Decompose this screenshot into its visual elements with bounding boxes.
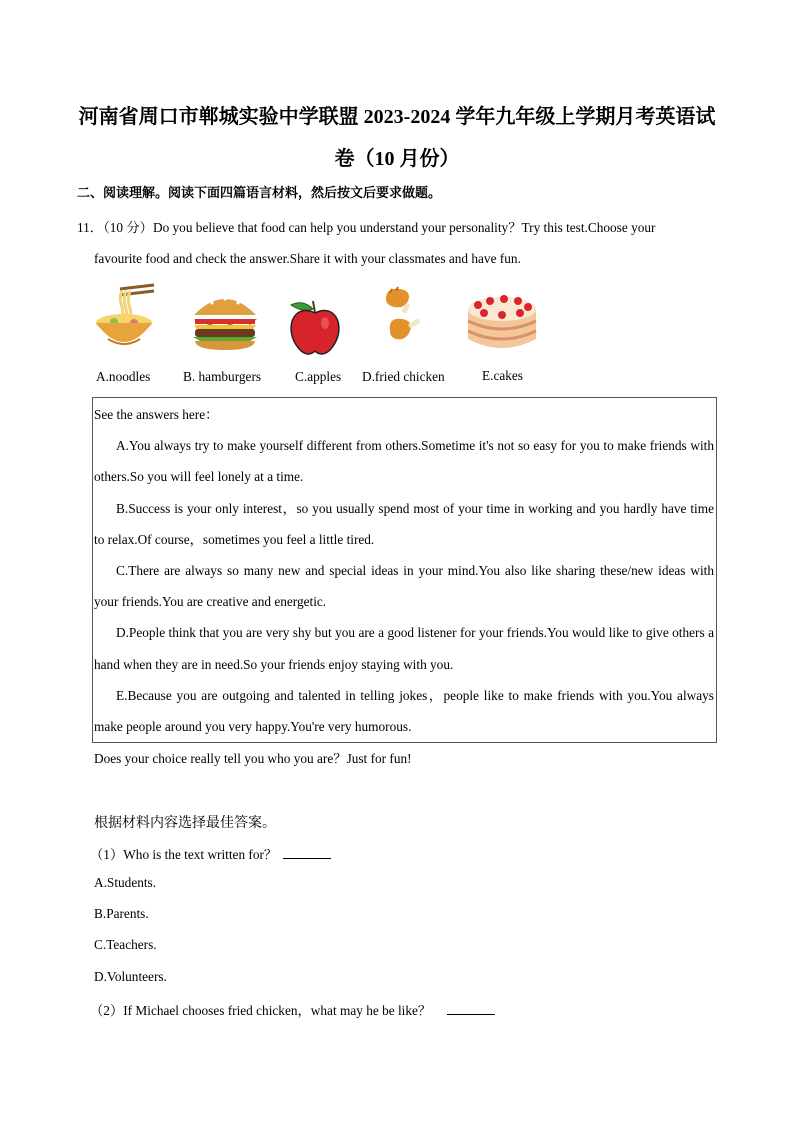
- answer-b: B.Success is your only interest，so you usually spend most of your time in working and you hardly have time to relax.Of course，sometimes you feel a little tired.: [94, 500, 714, 547]
- closing-line: Does your choice really tell you who you are？Just for fun!: [94, 751, 412, 766]
- answers-box: [92, 397, 717, 743]
- answer-e: E.Because you are outgoing and talented in telling jokes，people like to make friends with you.You always make people around you very happy.You're very humorous.: [94, 687, 714, 735]
- q1-option-a: A.Students.: [94, 875, 157, 890]
- food-label-hamburgers: B. hamburgers: [183, 369, 262, 384]
- question-1-text: （1）Who is the text written for？: [90, 847, 278, 862]
- answer-blank-1[interactable]: [283, 846, 331, 859]
- answers-heading: See the answers here：: [94, 407, 219, 422]
- question-intro-line1: 11．（10 分）Do you believe that food can help you understand your personality？Try this test.Choose your: [77, 220, 656, 235]
- page-title: 河南省周口市郸城实验中学联盟 2023-2024 学年九年级上学期月考英语试卷（10 月份）: [78, 106, 716, 170]
- answer-blank-2[interactable]: [447, 1002, 495, 1015]
- fried-chicken-icon: [380, 285, 424, 347]
- food-label-fried-chicken: D.fried chicken: [362, 369, 445, 384]
- food-choices: [90, 283, 560, 393]
- answer-c: C.There are always so many new and special ideas in your mind.You also like sharing these/new ideas with your friends.You are creative and energetic.: [94, 563, 714, 610]
- food-label-apples: C.apples: [295, 369, 342, 384]
- q1-option-b: B.Parents.: [94, 906, 149, 921]
- noodles-icon: [94, 283, 156, 353]
- cake-icon: [464, 289, 540, 355]
- q1-option-d: D.Volunteers.: [94, 969, 167, 984]
- hamburger-icon: [190, 289, 260, 351]
- section-heading: 二、阅读理解。阅读下面四篇语言材料，然后按文后要求做题。: [77, 185, 442, 200]
- answer-d: D.People think that you are very shy but you are a good listener for your friends.You would like to give others a hand when they are in need.So your friends enjoy staying with you.: [94, 625, 714, 672]
- answer-a: A.You always try to make yourself different from others.Sometime it's not so easy for you to make friends with others.So you will feel lonely at a time.: [94, 438, 714, 485]
- question-intro-line2: favourite food and check the answer.Share it with your classmates and have fun.: [94, 251, 521, 266]
- apple-icon: [285, 297, 347, 359]
- food-label-cakes: E.cakes: [482, 368, 523, 383]
- instruction-cn: 根据材料内容选择最佳答案。: [94, 815, 276, 831]
- question-2-text: （2）If Michael chooses fried chicken，what may he be like？: [90, 1003, 432, 1018]
- question-1: [90, 844, 331, 863]
- q1-option-c: C.Teachers.: [94, 937, 157, 952]
- question-2: [90, 1000, 495, 1019]
- question-intro: [77, 212, 719, 274]
- food-label-noodles: A.noodles: [96, 369, 151, 384]
